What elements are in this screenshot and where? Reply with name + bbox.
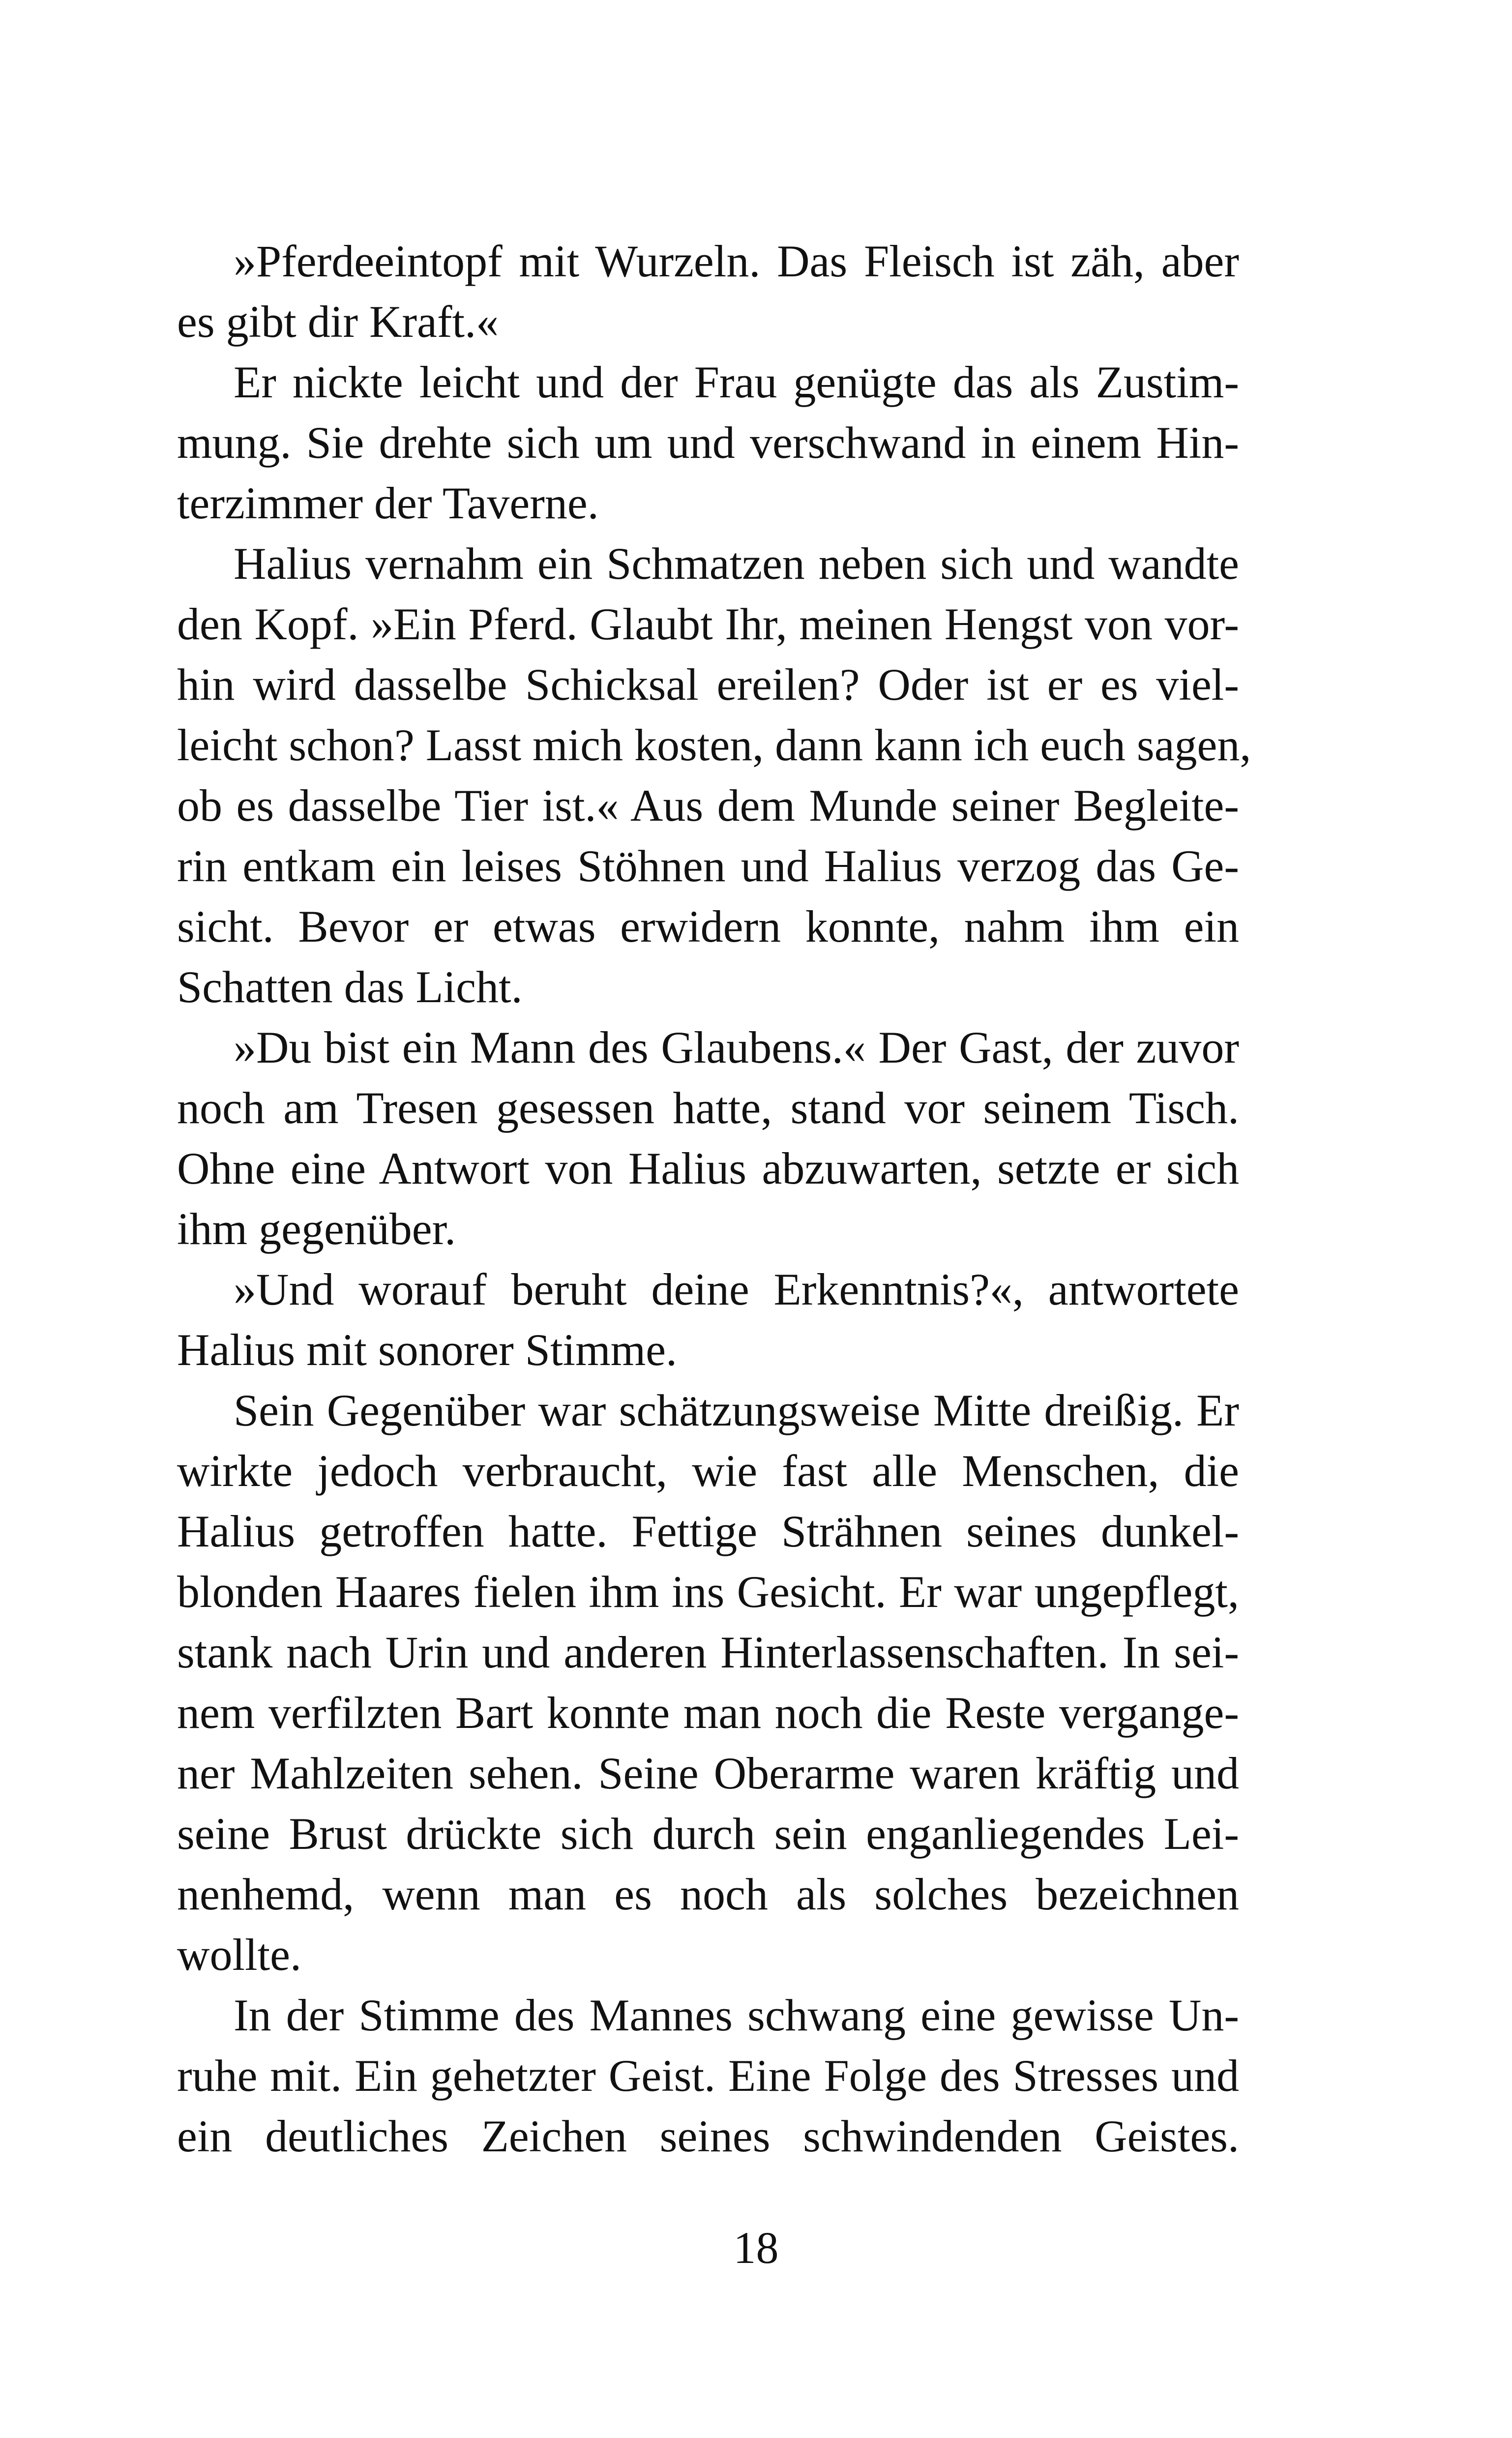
text-line: »Und worauf beruht deine Erkenntnis?«, antwortete: [234, 1264, 1239, 1314]
text-line: stank nach Urin und anderen Hinterlassenschaften. In sei-: [177, 1627, 1239, 1677]
text-line: ruhe mit. Ein gehetzter Geist. Eine Folge des Stresses und: [177, 2051, 1239, 2101]
text-line: ihm gegenüber.: [177, 1204, 456, 1254]
text-line: Halius vernahm ein Schmatzen neben sich und wandte: [234, 538, 1239, 589]
text-line: Halius mit sonorer Stimme.: [177, 1325, 678, 1375]
text-line: ob es dasselbe Tier ist.« Aus dem Munde seiner Begleite-: [177, 780, 1239, 831]
text-line: wollte.: [177, 1930, 301, 1980]
text-line: »Du bist ein Mann des Glaubens.« Der Gast, der zuvor: [234, 1022, 1239, 1072]
text-line: mung. Sie drehte sich um und verschwand in einem Hin-: [177, 417, 1239, 468]
text-line: Ohne eine Antwort von Halius abzuwarten, setzte er sich: [177, 1143, 1239, 1193]
text-line: In der Stimme des Mannes schwang eine gewisse Un-: [234, 1990, 1239, 2040]
text-line: Halius getroffen hatte. Fettige Strähnen seines dunkel-: [177, 1506, 1239, 1556]
text-line: den Kopf. »Ein Pferd. Glaubt Ihr, meinen Hengst von vor-: [177, 599, 1239, 649]
text-line: Er nickte leicht und der Frau genügte das als Zustim-: [234, 357, 1239, 407]
text-line: nenhemd, wenn man es noch als solches bezeichnen: [177, 1869, 1239, 1919]
body-text: [177, 231, 1251, 2167]
text-line: sicht. Bevor er etwas erwidern konnte, nahm ihm ein: [177, 901, 1239, 951]
text-line: »Pferdeeintopf mit Wurzeln. Das Fleisch ist zäh, aber: [234, 236, 1239, 286]
text-line: rin entkam ein leises Stöhnen und Halius verzog das Ge-: [177, 841, 1239, 891]
text-line: Schatten das Licht.: [177, 962, 523, 1012]
text-line: wirkte jedoch verbraucht, wie fast alle Menschen, die: [177, 1446, 1239, 1496]
page-number: 18: [733, 2223, 779, 2273]
text-line: ein deutliches Zeichen seines schwindenden Geistes.: [177, 2111, 1239, 2161]
text-line: ner Mahlzeiten sehen. Seine Oberarme waren kräftig und: [177, 1748, 1239, 1798]
text-line: nem verfilzten Bart konnte man noch die Reste vergange-: [177, 1688, 1239, 1738]
text-line: leicht schon? Lasst mich kosten, dann kann ich euch sagen,: [177, 720, 1251, 770]
text-line: Sein Gegenüber war schätzungsweise Mitte dreißig. Er: [234, 1385, 1239, 1435]
text-line: blonden Haares fielen ihm ins Gesicht. Er war ungepflegt,: [177, 1567, 1239, 1617]
text-line: noch am Tresen gesessen hatte, stand vor seinem Tisch.: [177, 1083, 1239, 1133]
text-line: hin wird dasselbe Schicksal ereilen? Oder ist er es viel-: [177, 659, 1239, 710]
text-line: terzimmer der Taverne.: [177, 478, 599, 528]
text-line: seine Brust drückte sich durch sein enganliegendes Lei-: [177, 1809, 1239, 1859]
text-line: es gibt dir Kraft.«: [177, 297, 499, 347]
